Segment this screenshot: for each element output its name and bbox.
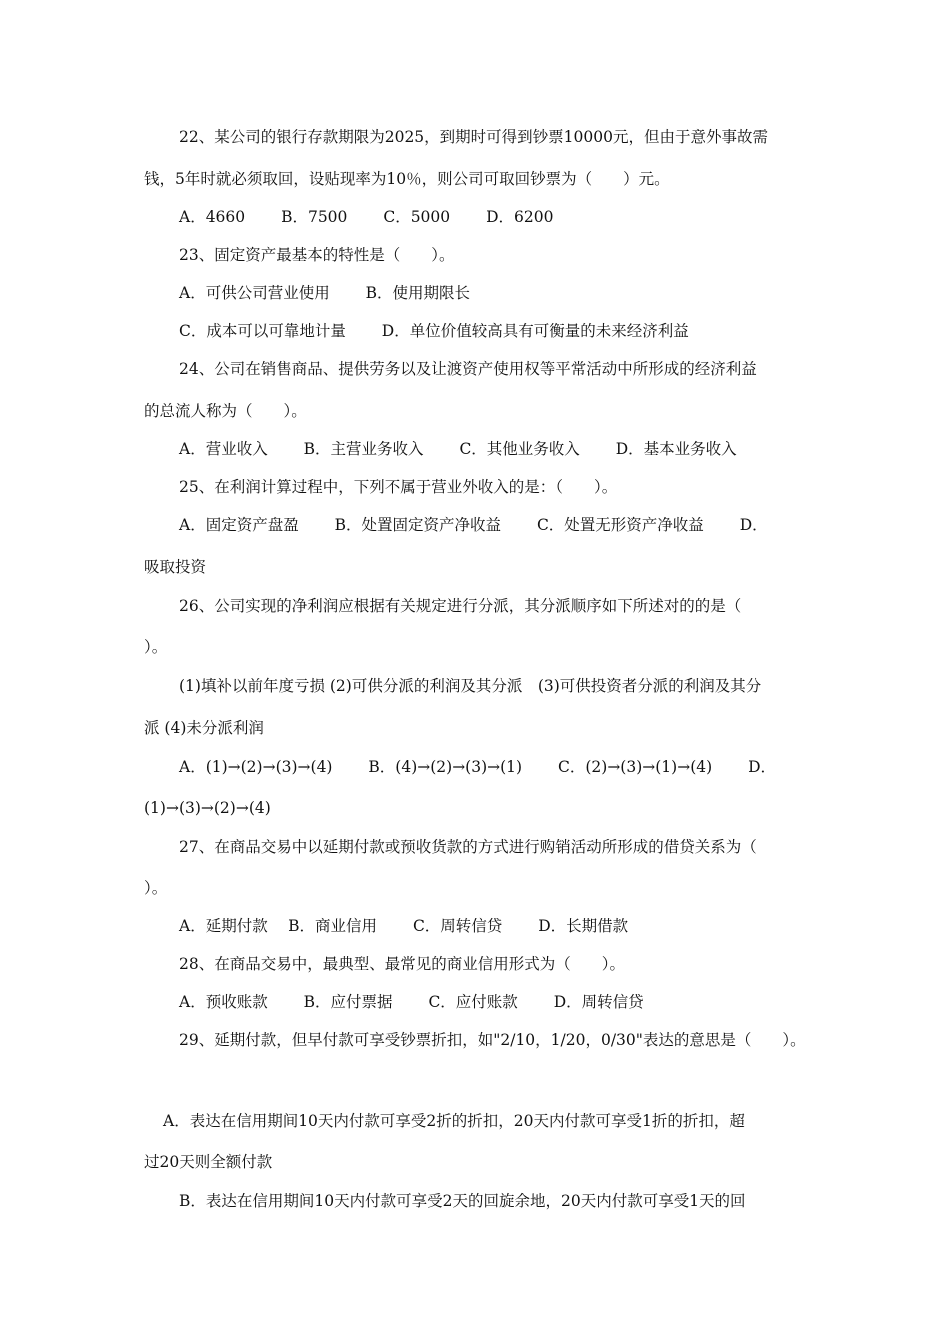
question-24-line-2: 的总流人称为（ ）。 [144,402,307,420]
question-22-line-1: 22、某公司的银行存款期限为2025，到期时可得到钞票10000元，但由于意外事故需 [179,128,768,146]
question-26-options-cont: (1)→(3)→(2)→(4) [144,799,271,817]
question-27-options: A．延期付款 B．商业信用 C．周转信贷 D．长期借款 [179,917,629,935]
question-25-options-cont: 吸取投资 [144,558,207,576]
question-25-options: A．固定资产盘盈 B．处置固定资产净收益 C．处置无形资产净收益 D． [179,516,768,534]
question-26-items-line-1: (1)填补以前年度亏损 (2)可供分派的利润及其分派 (3)可供投资者分派的利润及其分 [179,677,762,695]
question-28-stem: 28、在商品交易中，最典型、最常见的商业信用形式为（ ）。 [179,955,625,973]
question-29-option-b-line-1: B．表达在信用期间10天内付款可享受2天的回旋余地，20天内付款可享受1天的回 [179,1192,746,1210]
question-24-line-1: 24、公司在销售商品、提供劳务以及让渡资产使用权等平常活动中所形成的经济利益 [179,360,757,378]
question-22-options: A．4660 B．7500 C．5000 D．6200 [179,208,554,226]
question-26-line-1: 26、公司实现的净利润应根据有关规定进行分派，其分派顺序如下所述对的的是（ [179,597,742,615]
question-23-options-cd: C．成本可以可靠地计量 D．单位价值较高具有可衡量的未来经济利益 [179,322,689,340]
question-27-line-1: 27、在商品交易中以延期付款或预收货款的方式进行购销活动所形成的借贷关系为（ [179,838,757,856]
question-26-items-line-2: 派 (4)未分派利润 [144,719,264,737]
question-26-options: A．(1)→(2)→(3)→(4) B．(4)→(2)→(3)→(1) C．(2)→(3)→(1)→(4) D． [179,758,777,776]
question-26-line-2: ）。 [144,638,168,656]
question-29-stem: 29、延期付款，但早付款可享受钞票折扣，如"2/10，1/20，0/30"表达的意思是（ ）。 [179,1031,806,1049]
question-25-stem: 25、在利润计算过程中，下列不属于营业外收入的是：（ ）。 [179,478,618,496]
question-29-option-a-line-1: A．表达在信用期间10天内付款可享受2折的折扣，20天内付款可享受1折的折扣，超 [163,1112,745,1130]
question-27-line-2: ）。 [144,879,168,897]
question-23-stem: 23、固定资产最基本的特性是（ ）。 [179,246,455,264]
question-23-options-ab: A．可供公司营业使用 B．使用期限长 [179,284,471,302]
question-24-options: A．营业收入 B．主营业务收入 C．其他业务收入 D．基本业务收入 [179,440,737,458]
question-29-option-a-line-2: 过20天则全额付款 [144,1153,273,1171]
question-22-line-2: 钱，5年时就必须取回，设贴现率为10％，则公司可取回钞票为（ ）元。 [144,170,670,188]
question-28-options: A．预收账款 B．应付票据 C．应付账款 D．周转信贷 [179,993,644,1011]
